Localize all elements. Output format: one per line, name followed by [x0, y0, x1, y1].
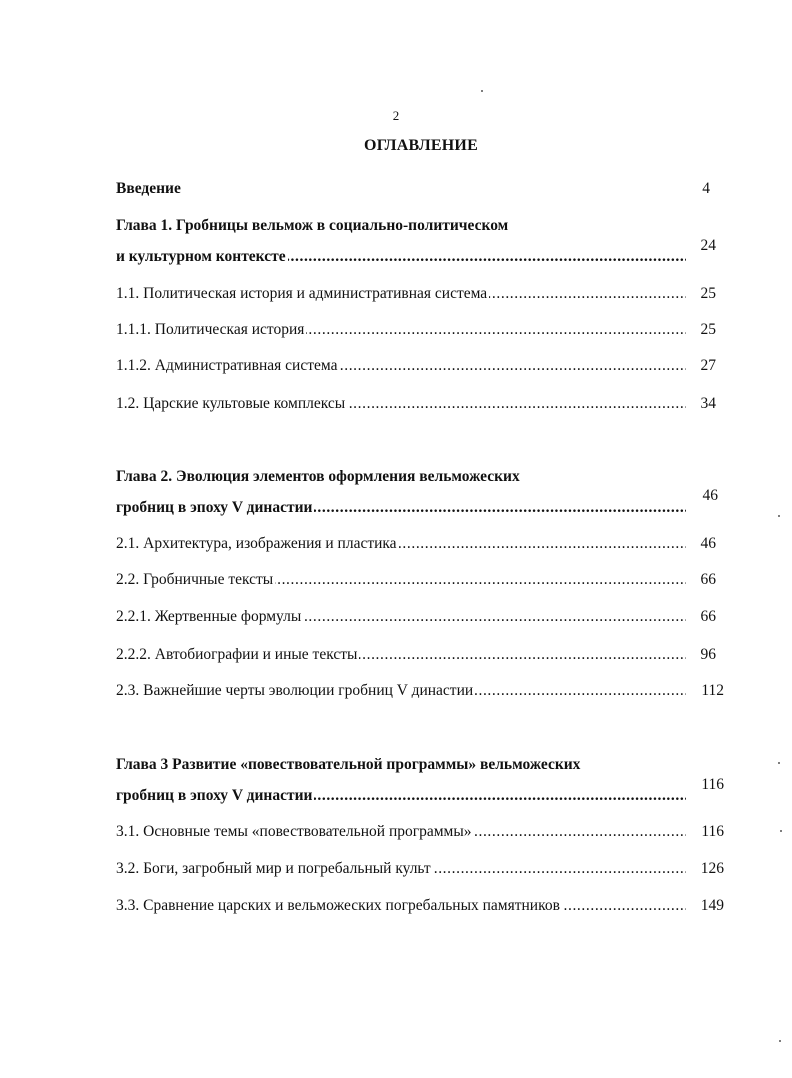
scan-speck: [778, 515, 780, 517]
toc-ch3-title-line1: Глава 3 Развитие «повествовательной программы» вельможеских: [116, 756, 581, 773]
toc-item: 3.1. Основные темы «повествовательной программы» .....: [116, 822, 686, 842]
toc-intro-label: Введение: [116, 180, 181, 197]
toc-item-page: 34: [700, 395, 716, 412]
toc-item-page: 27: [700, 357, 716, 374]
toc-item-page: 46: [700, 535, 716, 552]
toc-item: 2.1. Архитектура, изображения и пластика .....: [116, 534, 686, 554]
toc-item: 1.1. Политическая история и административная система .....: [116, 284, 686, 304]
toc-ch1-page: 24: [700, 237, 716, 254]
toc-ch3-page: 116: [701, 776, 724, 793]
toc-item: 2.3. Важнейшие черты эволюции гробниц V династии .....: [116, 681, 686, 701]
scan-speck: [779, 1040, 781, 1042]
scan-speck: [481, 90, 483, 92]
toc-item-page: 96: [700, 646, 716, 663]
page-number: 2: [392, 108, 400, 123]
toc-item-page: 66: [700, 608, 716, 625]
toc-item-page: 25: [700, 321, 716, 338]
toc-item-page: 116: [701, 823, 724, 840]
toc-ch2-title-line2: гробниц в эпоху V династии .....: [116, 498, 686, 518]
toc-item: 2.2. Гробничные тексты .....: [116, 570, 686, 590]
scan-speck: [778, 762, 780, 764]
page-title: ОГЛАВЛЕНИЕ: [364, 137, 478, 154]
toc-item: 3.2. Боги, загробный мир и погребальный культ .....: [116, 859, 686, 879]
toc-ch2-page: 46: [702, 487, 718, 504]
toc-item: 1.1.1. Политическая история .....: [116, 320, 686, 340]
toc-ch1-title-line1: Глава 1. Гробницы вельмож в социально-политическом: [116, 217, 509, 234]
scan-speck: [780, 830, 782, 832]
toc-item-page: 66: [700, 571, 716, 588]
toc-ch1-title-line2: и культурном контексте .....: [116, 247, 686, 267]
toc-intro-page: 4: [702, 180, 710, 197]
toc-item: 1.2. Царские культовые комплексы .....: [116, 394, 686, 414]
toc-item-page: 149: [700, 897, 724, 914]
toc-item: 1.1.2. Административная система .....: [116, 356, 686, 376]
toc-ch3-title-line2: гробниц в эпоху V династии .....: [116, 786, 686, 806]
toc-item: 3.3. Сравнение царских и вельможеских погребальных памятников .....: [116, 896, 686, 916]
toc-item-page: 126: [700, 860, 724, 877]
toc-item-page: 25: [700, 285, 716, 302]
toc-ch2-title-line1: Глава 2. Эволюция элементов оформления вельможеских: [116, 468, 520, 485]
toc-item: 2.2.1. Жертвенные формулы .....: [116, 607, 686, 627]
toc-item: 2.2.2. Автобиографии и иные тексты .....: [116, 645, 686, 665]
toc-item-page: 112: [701, 682, 724, 699]
